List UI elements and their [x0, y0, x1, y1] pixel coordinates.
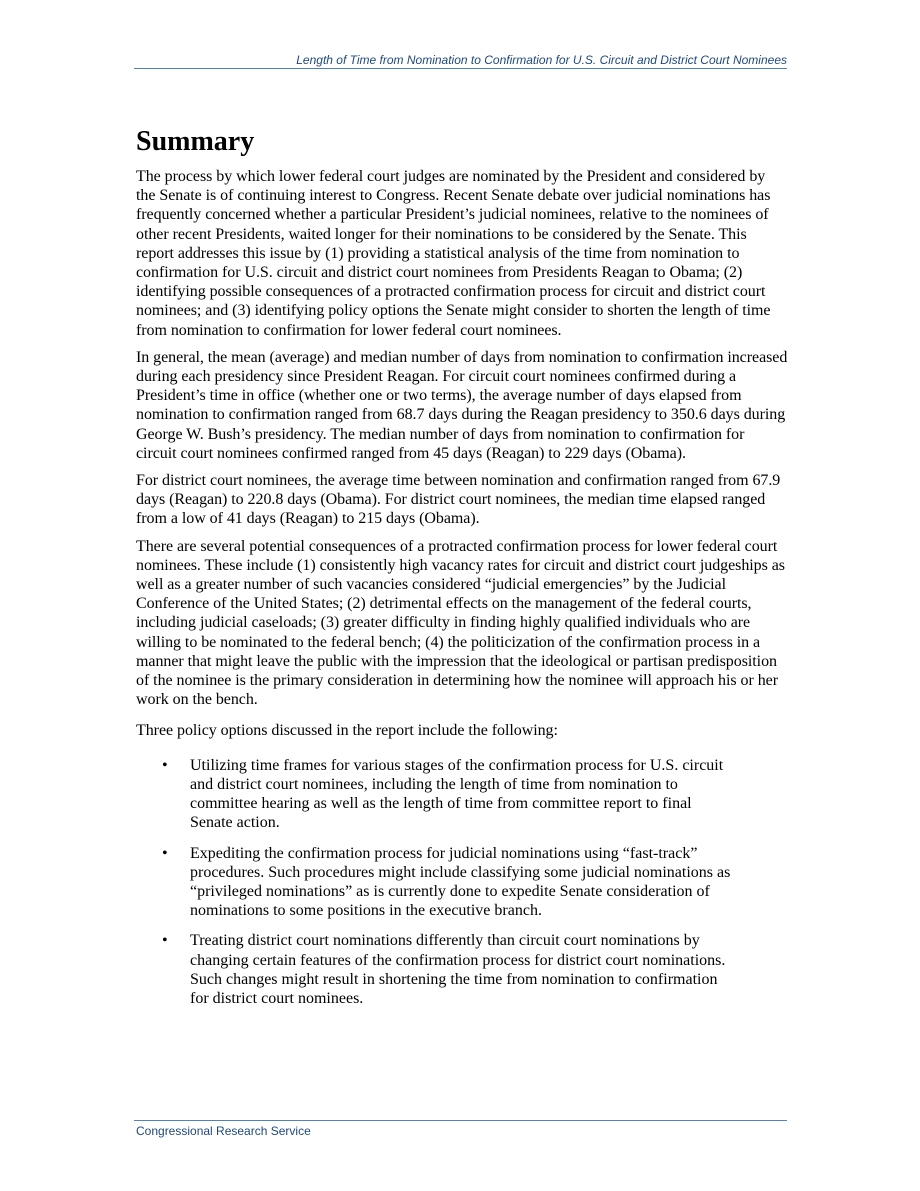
running-footer-publisher: Congressional Research Service — [136, 1124, 311, 1138]
bullet-icon: • — [162, 756, 168, 774]
list-item — [136, 756, 738, 833]
running-header-title: Length of Time from Nomination to Confirmation for U.S. Circuit and District Court Nominees — [296, 53, 787, 67]
list-item — [136, 931, 738, 1008]
paragraph-district-statistics: For district court nominees, the average time between nomination and confirmation ranged from 67.9 days (Reagan) to 220.8 days (Obama). For district court nominees, the median time elapsed ranged from a low of 41 days (Reagan) to 215 days (Obama). — [136, 472, 781, 528]
bullet-icon: • — [162, 932, 168, 950]
summary-section — [136, 124, 788, 1019]
list-item-text: Expediting the confirmation process for judicial nominations using “fast-track” procedures. Such procedures might include classifying some judicial nominations as “privileged nominations” as is currently done to expedite Senate consideration of nominations to some positions in the executive branch. — [190, 844, 731, 920]
policy-options-list — [136, 756, 788, 1008]
paragraph-consequences: There are several potential consequences of a protracted confirmation process for lower federal court nominees. These include (1) consistently high vacancy rates for circuit and district court judgeships as well as a greater number of such vacancies considered “judicial emergencies” by the Judicial Conference of the United States; (2) detrimental effects on the management of the federal courts, including judicial caseloads; (3) greater difficulty in finding highly qualified individuals who are willing to be nominated to the federal bench; (4) the politicization of the confirmation process in a manner that might leave the public with the impression that the ideological or partisan predisposition of the nominee is the primary consideration in determining how the nominee will approach his or her work on the bench. — [136, 537, 785, 709]
paragraph-purpose: The process by which lower federal court judges are nominated by the President and considered by the Senate is of continuing interest to Congress. Recent Senate debate over judicial nominations has frequently concerned whether a particular President’s judicial nominees, relative to the nominees of other recent Presidents, waited longer for their nominations to be considered by the Senate. This report addresses this issue by (1) providing a statistical analysis of the time from nomination to confirmation for U.S. circuit and district court nominees from Presidents Reagan to Obama; (2) identifying possible consequences of a protracted confirmation process for circuit and district court nominees; and (3) identifying policy options the Senate might consider to shorten the length of time from nomination to confirmation for lower federal court nominees. — [136, 168, 771, 339]
section-heading: Summary — [136, 126, 255, 157]
list-item — [136, 844, 738, 921]
header-divider — [134, 68, 787, 69]
footer-divider — [134, 1120, 787, 1121]
bullet-icon: • — [162, 844, 168, 862]
list-item-text: Utilizing time frames for various stages of the confirmation process for U.S. circuit and district court nominees, including the length of time from nomination to committee hearing as well as the length of time from committee report to final Senate action. — [190, 756, 724, 832]
list-intro: Three policy options discussed in the report include the following: — [136, 722, 558, 740]
paragraph-circuit-statistics: In general, the mean (average) and median number of days from nomination to confirmation increased during each presidency since President Reagan. For circuit court nominees confirmed during a President’s time in office (whether one or two terms), the average number of days elapsed from nomination to confirmation ranged from 68.7 days during the Reagan presidency to 350.6 days during George W. Bush’s presidency. The median number of days from nomination to confirmation for circuit court nominees confirmed ranged from 45 days (Reagan) to 229 days (Obama). — [136, 348, 788, 462]
list-item-text: Treating district court nominations differently than circuit court nominations by changing certain features of the confirmation process for district court nominations. Such changes might result in shortening the time from nomination to confirmation for district court nominees. — [190, 932, 726, 1007]
